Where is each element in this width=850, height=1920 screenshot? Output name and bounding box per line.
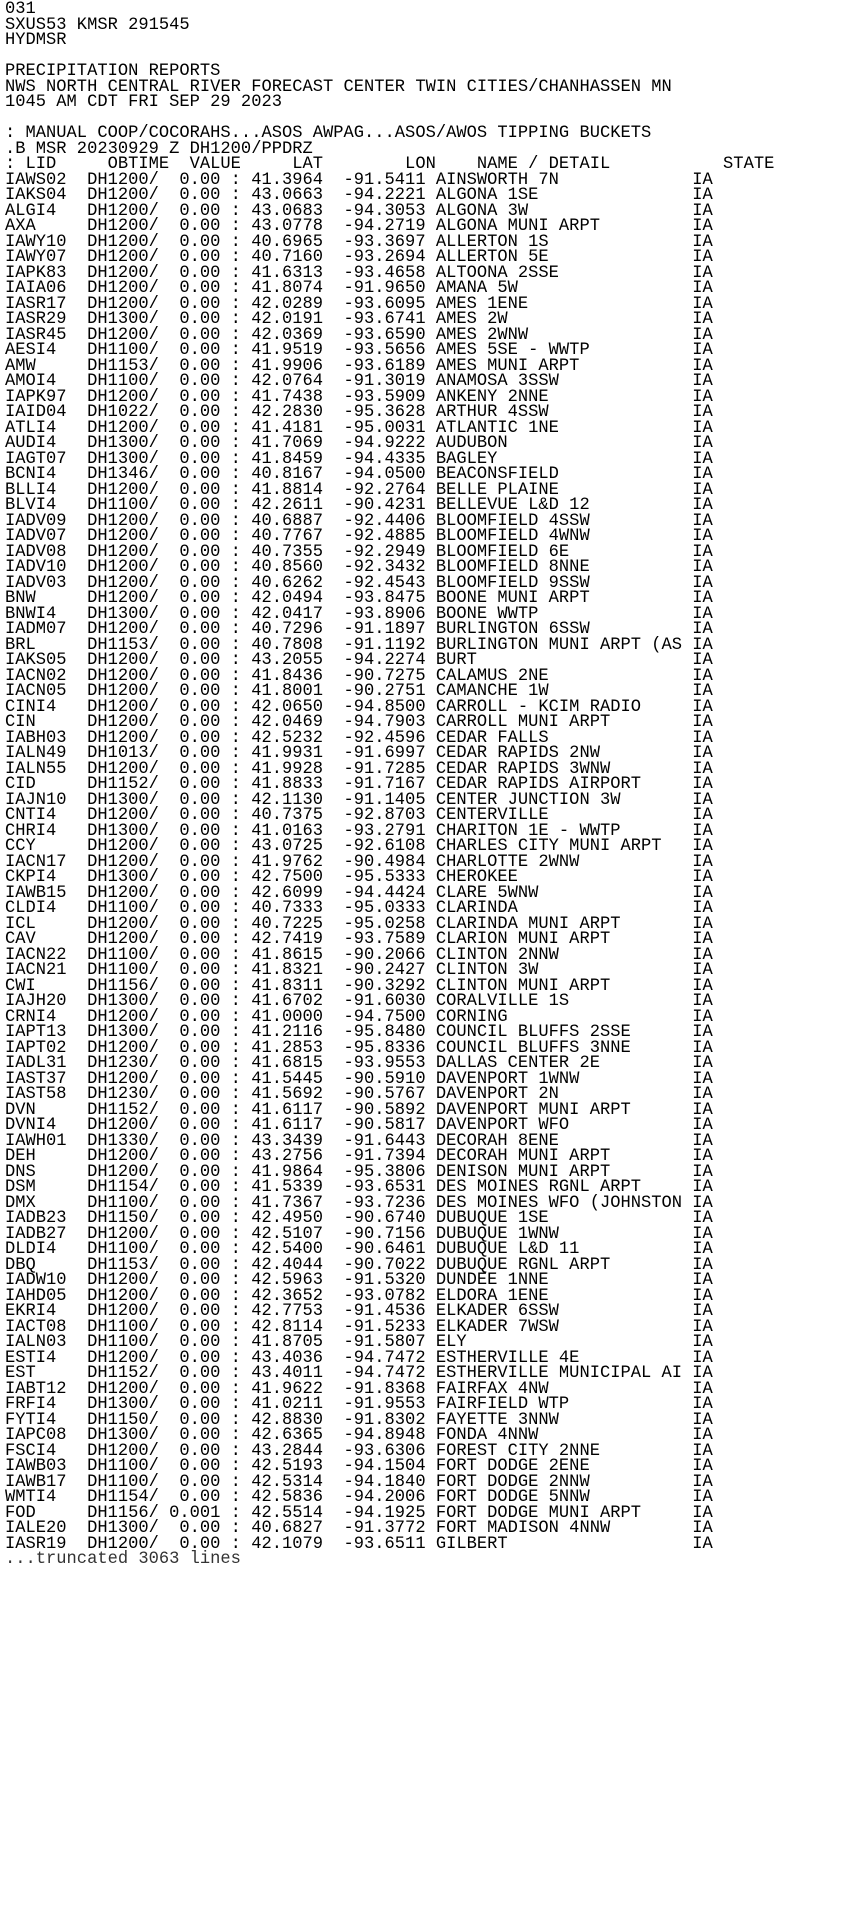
report-row: IACN22 DH1100/ 0.00 : 41.8615 -90.2066 CLINTON 2NNW IA (5, 945, 713, 965)
header-line: 1045 AM CDT FRI SEP 29 2023 (5, 93, 282, 112)
report-row: IADM07 DH1200/ 0.00 : 40.7296 -91.1897 BURLINGTON 6SSW IA (5, 620, 713, 639)
report-row: IAWS02 DH1200/ 0.00 : 41.3964 -91.5411 AINSWORTH 7N IA (5, 170, 713, 190)
report-row: DEH DH1200/ 0.00 : 43.2756 -91.7394 DECORAH MUNI ARPT IA (5, 1147, 713, 1166)
report-row: IABT12 DH1200/ 0.00 : 41.9622 -91.8368 FAIRFAX 4NW IA (5, 1379, 713, 1399)
report-row: CRNI4 DH1200/ 0.00 : 41.0000 -94.7500 CORNING IA (5, 1007, 713, 1027)
report-row: IAIA06 DH1200/ 0.00 : 41.8074 -91.9650 AMANA 5W IA (5, 279, 713, 298)
report-row: DSM DH1154/ 0.00 : 41.5339 -93.6531 DES MOINES RGNL ARPT IA (5, 1178, 713, 1197)
report-row: IALN03 DH1100/ 0.00 : 41.8705 -91.5807 ELY IA (5, 1333, 713, 1352)
report-row: FYTI4 DH1150/ 0.00 : 42.8830 -91.8302 FAYETTE 3NNW IA (5, 1410, 713, 1430)
report-row: IABH03 DH1200/ 0.00 : 42.5232 -92.4596 CEDAR FALLS IA (5, 728, 713, 748)
header-line: NWS NORTH CENTRAL RIVER FORECAST CENTER TWIN CITIES/CHANHASSEN MN (5, 77, 672, 97)
report-row: BLLI4 DH1200/ 0.00 : 41.8814 -92.2764 BELLE PLAINE IA (5, 480, 713, 500)
report-row: IADB23 DH1150/ 0.00 : 42.4950 -90.6740 DUBUQUE 1SE IA (5, 1209, 713, 1228)
report-row: IACN17 DH1200/ 0.00 : 41.9762 -90.4984 CHARLOTTE 2WNW IA (5, 852, 713, 872)
report-row: IAJH20 DH1300/ 0.00 : 41.6702 -91.6030 CORALVILLE 1S IA (5, 992, 713, 1011)
report-row: IAGT07 DH1300/ 0.00 : 41.8459 -94.4335 BAGLEY IA (5, 449, 713, 469)
report-row: BLVI4 DH1100/ 0.00 : 42.2611 -90.4231 BELLEVUE L&D 12 IA (5, 496, 713, 515)
report-row: AMOI4 DH1100/ 0.00 : 42.0764 -91.3019 ANAMOSA 3SSW IA (5, 372, 713, 391)
report-row: IAPK83 DH1200/ 0.00 : 41.6313 -93.4658 ALTOONA 2SSE IA (5, 263, 713, 283)
report-row: CLDI4 DH1100/ 0.00 : 40.7333 -95.0333 CLARINDA IA (5, 899, 713, 918)
report-row: IAWB15 DH1200/ 0.00 : 42.6099 -94.4424 CLARE 5WNW IA (5, 883, 713, 903)
report-row: IAST37 DH1200/ 0.00 : 41.5445 -90.5910 DAVENPORT 1WNW IA (5, 1069, 713, 1089)
report-row: IAHD05 DH1200/ 0.00 : 42.3652 -93.0782 ELDORA 1ENE IA (5, 1286, 713, 1306)
report-row: ICL DH1200/ 0.00 : 40.7225 -95.0258 CLARINDA MUNI ARPT IA (5, 914, 713, 934)
report-row: IAPC08 DH1300/ 0.00 : 42.6365 -94.8948 FONDA 4NNW IA (5, 1426, 713, 1445)
report-row: CAV DH1200/ 0.00 : 42.7419 -93.7589 CLARION MUNI ARPT IA (5, 930, 713, 949)
report-row: AMW DH1153/ 0.00 : 41.9906 -93.6189 AMES MUNI ARPT IA (5, 356, 713, 376)
report-row: IASR17 DH1200/ 0.00 : 42.0289 -93.6095 AMES 1ENE IA (5, 294, 713, 314)
report-row: IAPK97 DH1200/ 0.00 : 41.7438 -93.5909 ANKENY 2NNE IA (5, 387, 713, 407)
report-row: WMTI4 DH1154/ 0.00 : 42.5836 -94.2006 FORT DODGE 5NNW IA (5, 1488, 713, 1507)
report-row: IADV07 DH1200/ 0.00 : 40.7767 -92.4885 BLOOMFIELD 4WNW IA (5, 527, 713, 546)
report-row: IADV09 DH1200/ 0.00 : 40.6887 -92.4406 BLOOMFIELD 4SSW IA (5, 511, 713, 531)
report-row: IADL31 DH1230/ 0.00 : 41.6815 -93.9553 DALLAS CENTER 2E IA (5, 1054, 713, 1073)
header-line: SXUS53 KMSR 291545 (5, 15, 190, 35)
report-row: IAWH01 DH1330/ 0.00 : 43.3439 -91.6443 DECORAH 8ENE IA (5, 1131, 713, 1151)
report-row: BRL DH1153/ 0.00 : 40.7808 -91.1192 BURLINGTON MUNI ARPT (AS IA (5, 635, 713, 655)
report-row: CHRI4 DH1300/ 0.00 : 41.0163 -93.2791 CHARITON 1E - WWTP IA (5, 821, 713, 841)
report-row: DBQ DH1153/ 0.00 : 42.4044 -90.7022 DUBUQUE RGNL ARPT IA (5, 1255, 713, 1275)
report-row: IASR29 DH1300/ 0.00 : 42.0191 -93.6741 AMES 2W IA (5, 310, 713, 329)
report-row: IAWY10 DH1200/ 0.00 : 40.6965 -93.3697 ALLERTON 1S IA (5, 232, 713, 252)
report-row: CIN DH1200/ 0.00 : 42.0469 -94.7903 CARROLL MUNI ARPT IA (5, 713, 713, 732)
report-row: IADW10 DH1200/ 0.00 : 42.5963 -91.5320 DUNDEE 1NNE IA (5, 1271, 713, 1290)
report-row: IALN55 DH1200/ 0.00 : 41.9928 -91.7285 CEDAR RAPIDS 3WNW IA (5, 759, 713, 779)
report-row: CWI DH1156/ 0.00 : 41.8311 -90.3292 CLINTON MUNI ARPT IA (5, 976, 713, 996)
header-line: HYDMSR (5, 31, 67, 50)
report-row: IADB27 DH1200/ 0.00 : 42.5107 -90.7156 DUBUQUE 1WNW IA (5, 1224, 713, 1244)
header-line: : LID OBTIME VALUE LAT LON NAME / DETAIL STATE (5, 155, 775, 174)
report-row: BNW DH1200/ 0.00 : 42.0494 -93.8475 BOONE MUNI ARPT IA (5, 589, 713, 608)
report-row: IACN05 DH1200/ 0.00 : 41.8001 -90.2751 CAMANCHE 1W IA (5, 682, 713, 701)
report-row: CCY DH1200/ 0.00 : 43.0725 -92.6108 CHARLES CITY MUNI ARPT IA (5, 837, 713, 856)
report-row: BNWI4 DH1300/ 0.00 : 42.0417 -93.8906 BOONE WWTP IA (5, 604, 713, 624)
report-row: BCNI4 DH1346/ 0.00 : 40.8167 -94.0500 BEACONSFIELD IA (5, 465, 713, 484)
report-row: DLDI4 DH1100/ 0.00 : 42.5400 -90.6461 DUBUQUE L&D 11 IA (5, 1240, 713, 1259)
report-row: IADV08 DH1200/ 0.00 : 40.7355 -92.2949 BLOOMFIELD 6E IA (5, 542, 713, 562)
report-row: IACT08 DH1100/ 0.00 : 42.8114 -91.5233 ELKADER 7WSW IA (5, 1317, 713, 1337)
header-line: 031 (5, 0, 36, 19)
report-row: ATLI4 DH1200/ 0.00 : 41.4181 -95.0031 ATLANTIC 1NE IA (5, 418, 713, 438)
report-row: IAJN10 DH1300/ 0.00 : 42.1130 -91.1405 CENTER JUNCTION 3W IA (5, 790, 713, 810)
report-row: IAID04 DH1022/ 0.00 : 42.2830 -95.3628 ARTHUR 4SSW IA (5, 403, 713, 422)
report-row: DVNI4 DH1200/ 0.00 : 41.6117 -90.5817 DAVENPORT WFO IA (5, 1116, 713, 1135)
report-row: AXA DH1200/ 0.00 : 43.0778 -94.2719 ALGONA MUNI ARPT IA (5, 217, 713, 236)
header-line: : MANUAL COOP/COCORAHS...ASOS AWPAG...ASOS/AWOS TIPPING BUCKETS (5, 124, 652, 143)
report-row: DMX DH1100/ 0.00 : 41.7367 -93.7236 DES MOINES WFO (JOHNSTON IA (5, 1193, 713, 1213)
report-row: IACN02 DH1200/ 0.00 : 41.8436 -90.7275 CALAMUS 2NE IA (5, 666, 713, 686)
report-row: IASR19 DH1200/ 0.00 : 42.1079 -93.6511 GILBERT IA (5, 1534, 713, 1554)
report-row: IAWB03 DH1100/ 0.00 : 42.5193 -94.1504 FORT DODGE 2ENE IA (5, 1457, 713, 1476)
report-row: IALE20 DH1300/ 0.00 : 40.6827 -91.3772 FORT MADISON 4NNW IA (5, 1519, 713, 1538)
report-row: IAPT02 DH1200/ 0.00 : 41.2853 -95.8336 COUNCIL BLUFFS 3NNE IA (5, 1038, 713, 1058)
report-row: EST DH1152/ 0.00 : 43.4011 -94.7472 ESTHERVILLE MUNICIPAL AI IA (5, 1364, 713, 1383)
report-row: AESI4 DH1100/ 0.00 : 41.9519 -93.5656 AMES 5SE - WWTP IA (5, 341, 713, 360)
report-row: CKPI4 DH1300/ 0.00 : 42.7500 -95.5333 CHEROKEE IA (5, 868, 713, 887)
report-row: ESTI4 DH1200/ 0.00 : 43.4036 -94.7472 ESTHERVILLE 4E IA (5, 1348, 713, 1368)
report-row: IAKS04 DH1200/ 0.00 : 43.0663 -94.2221 ALGONA 1SE IA (5, 186, 713, 205)
report-row: IADV10 DH1200/ 0.00 : 40.8560 -92.3432 BLOOMFIELD 8NNE IA (5, 558, 713, 577)
header-line: .B MSR 20230929 Z DH1200/PPDRZ (5, 139, 313, 159)
report-row: EKRI4 DH1200/ 0.00 : 42.7753 -91.4536 ELKADER 6SSW IA (5, 1302, 713, 1321)
report-row: IAPT13 DH1300/ 0.00 : 41.2116 -95.8480 COUNCIL BLUFFS 2SSE IA (5, 1023, 713, 1042)
report-row: FSCI4 DH1200/ 0.00 : 43.2844 -93.6306 FOREST CITY 2NNE IA (5, 1441, 713, 1461)
report-row: CNTI4 DH1200/ 0.00 : 40.7375 -92.8703 CENTERVILLE IA (5, 806, 713, 825)
report-row: CID DH1152/ 0.00 : 41.8833 -91.7167 CEDAR RAPIDS AIRPORT IA (5, 775, 713, 794)
truncation-notice: ...truncated 3063 lines (5, 1550, 241, 1569)
report-row: IACN21 DH1100/ 0.00 : 41.8321 -90.2427 CLINTON 3W IA (5, 961, 713, 980)
report-row: IAKS05 DH1200/ 0.00 : 43.2055 -94.2274 BURT IA (5, 651, 713, 670)
report-row: IAWY07 DH1200/ 0.00 : 40.7160 -93.2694 ALLERTON 5E IA (5, 248, 713, 267)
report-row: IAWB17 DH1100/ 0.00 : 42.5314 -94.1840 FORT DODGE 2NNW IA (5, 1472, 713, 1492)
report-row: DNS DH1200/ 0.00 : 41.9864 -95.3806 DENISON MUNI ARPT IA (5, 1162, 713, 1182)
report-row: IADV03 DH1200/ 0.00 : 40.6262 -92.4543 BLOOMFIELD 9SSW IA (5, 573, 713, 593)
report-row: IALN49 DH1013/ 0.00 : 41.9931 -91.6997 CEDAR RAPIDS 2NW IA (5, 744, 713, 763)
report-row: DVN DH1152/ 0.00 : 41.6117 -90.5892 DAVENPORT MUNI ARPT IA (5, 1100, 713, 1120)
report-row: AUDI4 DH1300/ 0.00 : 41.7069 -94.9222 AUDUBON IA (5, 434, 713, 453)
report-row: FRFI4 DH1300/ 0.00 : 41.0211 -91.9553 FAIRFIELD WTP IA (5, 1395, 713, 1414)
report-row: ALGI4 DH1200/ 0.00 : 43.0683 -94.3053 ALGONA 3W IA (5, 201, 713, 221)
report-row: IAST58 DH1230/ 0.00 : 41.5692 -90.5767 DAVENPORT 2N IA (5, 1085, 713, 1104)
report-row: CINI4 DH1200/ 0.00 : 42.0650 -94.8500 CARROLL - KCIM RADIO IA (5, 697, 713, 717)
report-row: IASR45 DH1200/ 0.00 : 42.0369 -93.6590 AMES 2WNW IA (5, 325, 713, 345)
header-line: PRECIPITATION REPORTS (5, 62, 221, 81)
report-row: FOD DH1156/ 0.001 : 42.5514 -94.1925 FORT DODGE MUNI ARPT IA (5, 1503, 713, 1523)
